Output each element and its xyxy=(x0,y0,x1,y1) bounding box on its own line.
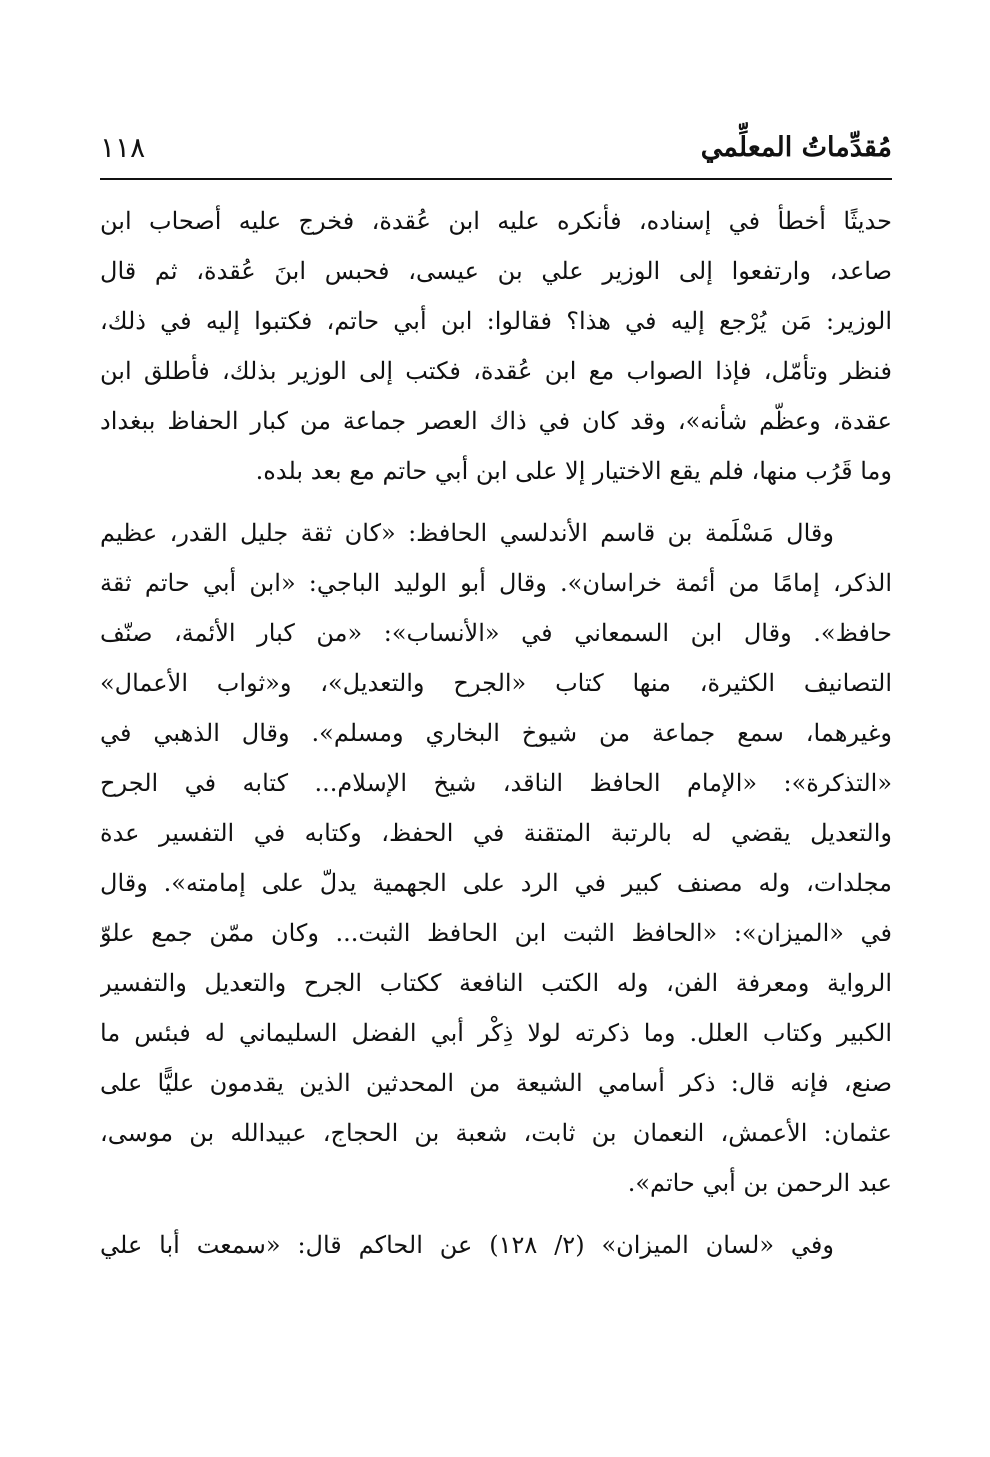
text-line: حديثًا أخطأ في إسناده، فأنكره عليه ابن عُقدة، فخرج عليه أصحاب ابن xyxy=(100,207,892,235)
text-line: التصانيف الكثيرة، منها كتاب «الجرح والتعديل»، و«ثواب الأعمال» xyxy=(100,669,892,697)
text-line: وما قَرُب منها، فلم يقع الاختيار إلا على ابن أبي حاتم مع بعد بلده. xyxy=(255,457,892,485)
text-line: «التذكرة»: «الإمام الحافظ الناقد، شيخ الإسلام... كتابه في الجرح xyxy=(100,769,892,797)
text-line: عثمان: الأعمش، النعمان بن ثابت، شعبة بن الحجاج، عبيدالله بن موسى، xyxy=(100,1119,892,1147)
text-line: وغيرهما، سمع جماعة من شيوخ البخاري ومسلم». وقال الذهبي في xyxy=(100,719,892,747)
text-line: وفي «لسان الميزان» (٢/ ١٢٨) عن الحاكم قال: «سمعت أبا علي xyxy=(100,1231,834,1259)
body-text xyxy=(100,196,892,1270)
text-line: عبد الرحمن بن أبي حاتم». xyxy=(627,1169,892,1197)
header-rule xyxy=(100,178,892,180)
text-line: عقدة، وعظّم شأنه»، وقد كان في ذاك العصر جماعة من كبار الحفاظ ببغداد xyxy=(100,407,892,435)
text-line: صنع، فإنه قال: ذكر أسامي الشيعة من المحدثين الذين يقدمون عليًّا على xyxy=(100,1069,892,1097)
text-line: الرواية ومعرفة الفن، وله الكتب النافعة ككتاب الجرح والتعديل والتفسير xyxy=(100,969,892,997)
paragraph-3 xyxy=(100,1220,892,1270)
text-line: وقال مَسْلَمة بن قاسم الأندلسي الحافظ: «كان ثقة جليل القدر، عظيم xyxy=(100,519,834,547)
paragraph-1 xyxy=(100,196,892,496)
text-line: حافظ». وقال ابن السمعاني في «الأنساب»: «من كبار الأئمة، صنّف xyxy=(100,619,892,647)
text-line: صاعد، وارتفعوا إلى الوزير علي بن عيسى، فحبس ابنَ عُقدة، ثم قال xyxy=(100,257,892,285)
text-line: الكبير وكتاب العلل. وما ذكرته لولا ذِكْر أبي الفضل السليماني له فبئس ما xyxy=(100,1019,892,1047)
text-line: فنظر وتأمّل، فإذا الصواب مع ابن عُقدة، فكتب إلى الوزير بذلك، فأطلق ابن xyxy=(100,357,892,385)
paragraph-2 xyxy=(100,508,892,1208)
text-line: الوزير: مَن يُرْجع إليه في هذا؟ فقالوا: ابن أبي حاتم، فكتبوا إليه في ذلك، xyxy=(100,307,892,335)
page-number: ١١٨ xyxy=(100,131,146,164)
text-line: في «الميزان»: «الحافظ الثبت ابن الحافظ الثبت... وكان ممّن جمع علوّ xyxy=(100,919,892,947)
page-header xyxy=(100,128,892,172)
text-line: مجلدات، وله مصنف كبير في الرد على الجهمية يدلّ على إمامته». وقال xyxy=(100,869,892,897)
running-title: مُقدِّماتُ المعلِّمي xyxy=(700,132,892,163)
text-line: والتعديل يقضي له بالرتبة المتقنة في الحفظ، وكتابه في التفسير عدة xyxy=(100,819,892,847)
text-line: الذكر، إمامًا من أئمة خراسان». وقال أبو الوليد الباجي: «ابن أبي حاتم ثقة xyxy=(100,569,892,597)
